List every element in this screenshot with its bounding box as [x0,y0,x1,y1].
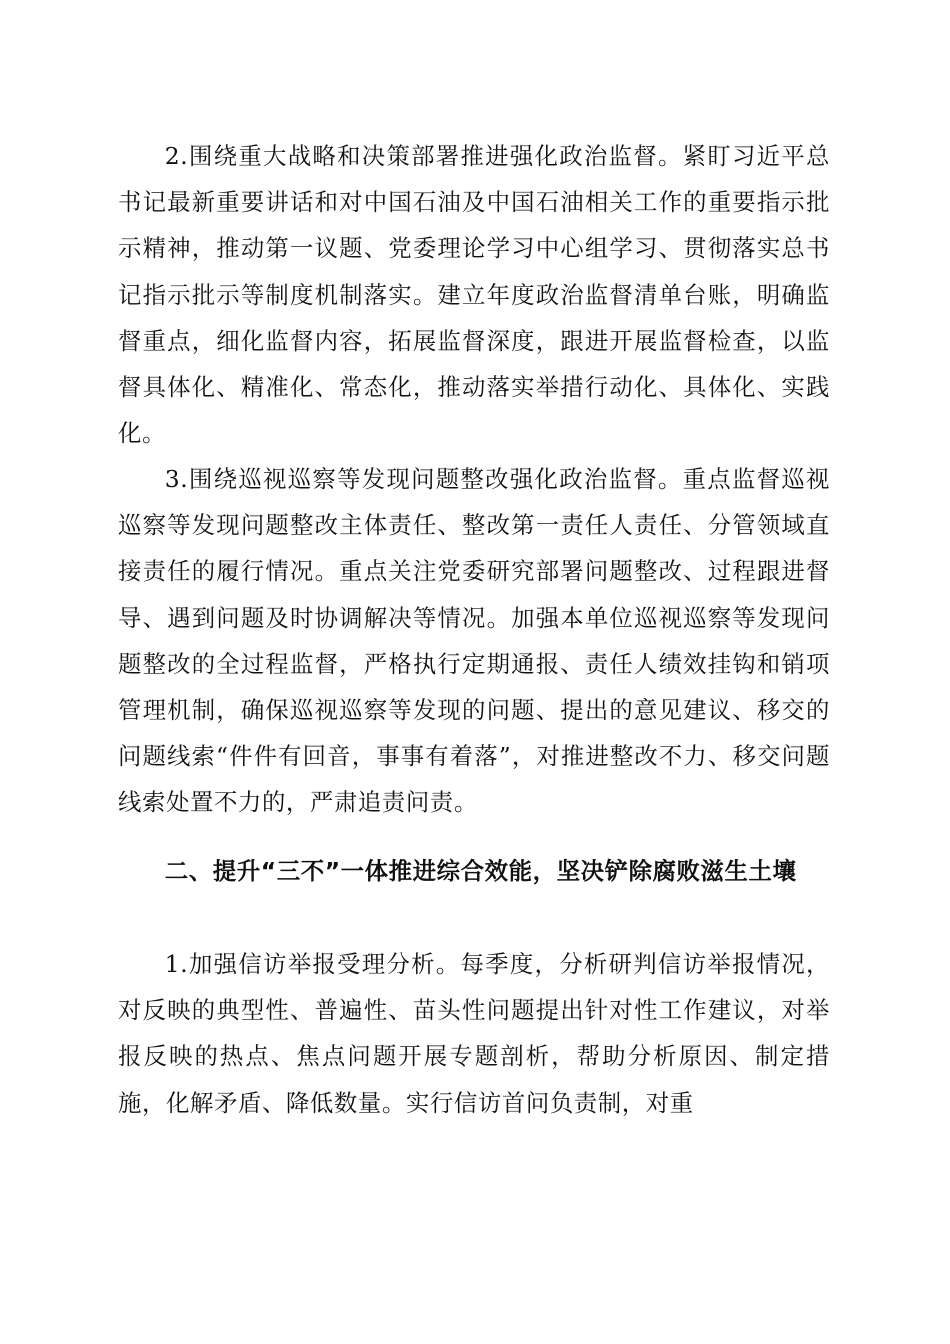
paragraph-inspection-rectification: 3.围绕巡视巡察等发现问题整改强化政治监督。重点监督巡视巡察等发现问题整改主体责任、整改第一责任人责任、分管领域直接责任的履行情况。重点关注党委研究部署问题整改、过程跟进督导、遇到问题及时协调解决等情况。加强本单位巡视巡察等发现问题整改的全过程监督，严格执行定期通报、责任人绩效挂钩和销项管理机制，确保巡视巡察等发现的问题、提出的意见建议、移交的问题线索“件件有回音，事事有着落”，对推进整改不力、移交问题线索处置不力的，严肃追责问责。 [118,465,830,817]
paragraph-petition-report-analysis: 1.加强信访举报受理分析。每季度，分析研判信访举报情况，对反映的典型性、普遍性、苗头性问题提出针对性工作建议，对举报反映的热点、焦点问题开展专题剖析，帮助分析原因、制定措施，化解矛盾、降低数量。实行信访首问负责制，对重 [118,950,830,1117]
section-heading: 二、提升“三不”一体推进综合效能，坚决铲除腐败滋生土壤 [164,857,797,885]
paragraph-political-supervision-strategy: 2.围绕重大战略和决策部署推进强化政治监督。紧盯习近平总书记最新重要讲话和对中国石油及中国石油相关工作的重要指示批示精神，推动第一议题、党委理论学习中心组学习、贯彻落实总书记指示批示等制度机制落实。建立年度政治监督清单台账，明确监督重点，细化监督内容，拓展监督深度，跟进开展监督检查，以监督具体化、精准化、常态化，推动落实举措行动化、具体化、实践化。 [118,142,830,448]
